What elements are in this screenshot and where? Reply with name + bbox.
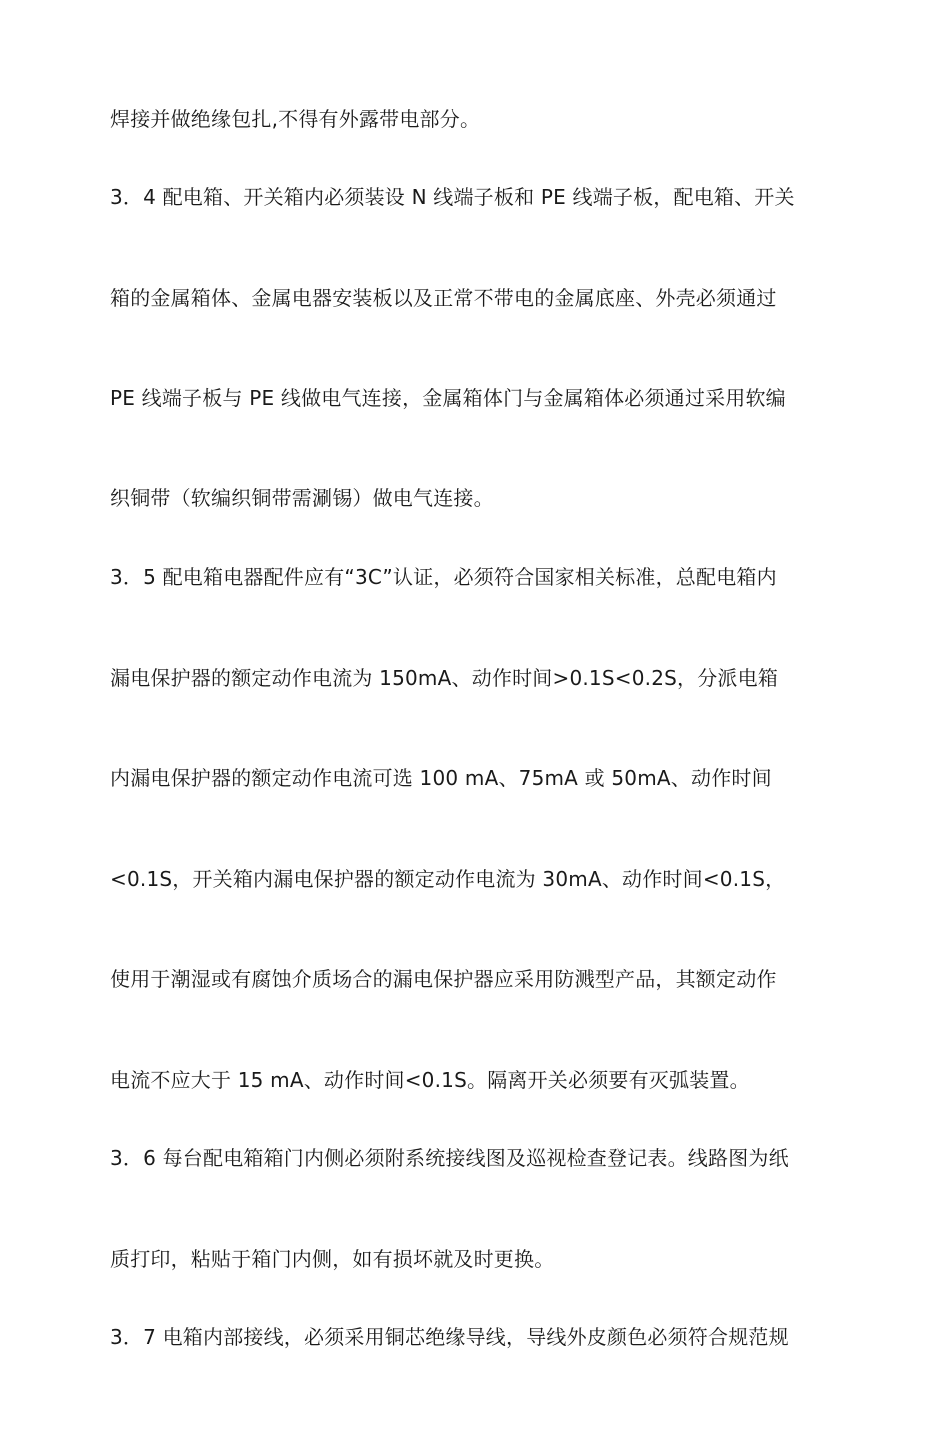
- text-line: 箱的金属箱体、金属电器安装板以及正常不带电的金属底座、外壳必须通过: [110, 286, 777, 310]
- text-line: 质打印，粘贴于箱门内侧，如有损坏就及时更换。: [110, 1247, 555, 1271]
- text-line: 3．4 配电箱、开关箱内必须装设 N 线端子板和 PE 线端子板，配电箱、开关: [110, 185, 795, 209]
- text-line: 3．6 每台配电箱箱门内侧必须附系统接线图及巡视检查登记表。线路图为纸: [110, 1146, 789, 1170]
- text-line: 漏电保护器的额定动作电流为 150mA、动作时间>0.1S<0.2S，分派电箱: [110, 666, 779, 690]
- text-line: 3．5 配电箱电器配件应有“3C”认证，必须符合国家相关标准，总配电箱内: [110, 565, 777, 589]
- text-line: 焊接并做绝缘包扎,不得有外露带电部分。: [110, 107, 481, 131]
- text-line: 电流不应大于 15 mA、动作时间<0.1S。隔离开关必须要有灭弧装置。: [110, 1068, 750, 1092]
- text-line: PE 线端子板与 PE 线做电气连接，金属箱体门与金属箱体必须通过采用软编: [110, 386, 786, 410]
- text-line: 3．7 电箱内部接线，必须采用铜芯绝缘导线，导线外皮颜色必须符合规范规: [110, 1325, 789, 1349]
- text-line: <0.1S，开关箱内漏电保护器的额定动作电流为 30mA、动作时间<0.1S，: [110, 867, 786, 891]
- text-line: 织铜带（软编织铜带需涮锡）做电气连接。: [110, 486, 494, 510]
- text-line: 使用于潮湿或有腐蚀介质场合的漏电保护器应采用防溅型产品，其额定动作: [110, 967, 777, 991]
- text-line: 内漏电保护器的额定动作电流可选 100 mA、75mA 或 50mA、动作时间: [110, 766, 772, 790]
